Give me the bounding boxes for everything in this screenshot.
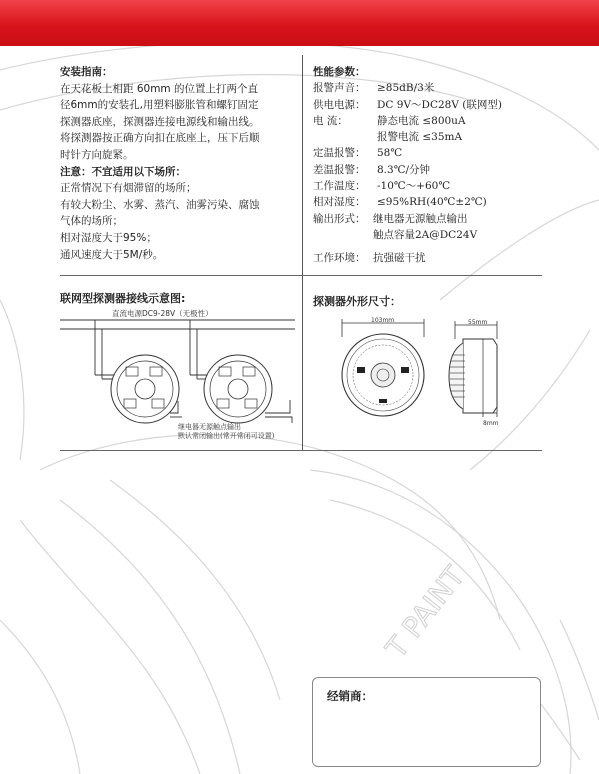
spec-label: 供电电源：: [313, 98, 366, 111]
spec-row: [313, 97, 553, 113]
spec-label: 差温报警：: [313, 163, 366, 176]
section-divider: [60, 450, 542, 451]
watermark: [380, 540, 560, 680]
spec-row: [313, 129, 553, 145]
spec-value: ≤95%RH(40℃±2℃): [377, 196, 487, 209]
notice-line: 正常情况下有烟滞留的场所；: [60, 182, 197, 195]
detector-side-view: [449, 339, 497, 413]
notice-line: 通风速度大于5M/秒。: [60, 248, 164, 261]
spec-row: [313, 227, 553, 243]
dimensions-title: 探测器外形尺寸：: [313, 295, 401, 308]
install-line: 径6mm的安装孔,用塑料膨胀管和螺钉固定: [60, 99, 259, 112]
detector-top-view: [342, 334, 424, 416]
spec-env-label: 工作环境：: [313, 252, 366, 265]
spec-label: 输出形式：: [313, 212, 366, 225]
spec-label: 电 流：: [313, 114, 348, 127]
spec-row: [313, 194, 553, 210]
spec-row: [313, 113, 553, 129]
spec-label: 相对湿度：: [313, 196, 366, 209]
install-line: 时针方向旋紧。: [60, 148, 134, 161]
notice-line: 气体的场所；: [60, 215, 123, 228]
install-line: 将探测器按正确方向扣在底座上，压下后顺: [60, 132, 260, 145]
spec-label: 报警声音：: [313, 82, 366, 95]
spec-value: 58℃: [377, 147, 403, 160]
top-banner: [0, 0, 599, 46]
dealer-label: 经销商：: [327, 689, 373, 703]
watermark-text: T PAINT: [380, 560, 472, 665]
spec-value: 静态电流 ≤800uA: [377, 114, 466, 127]
power-label: 直流电源DC9-28V（无极性）: [112, 309, 213, 318]
spec-env-value: 抗强磁干扰: [373, 252, 426, 265]
spec-label: 工作温度：: [313, 180, 366, 193]
column-divider: [302, 55, 303, 450]
detector-base-1: [111, 355, 179, 423]
spec-value: 8.3℃/分钟: [377, 163, 430, 176]
notice-line: 有较大粉尘、水雾、蒸汽、油雾污染、腐蚀: [60, 198, 260, 211]
install-section: [60, 64, 292, 263]
specs-title: 性能参数：: [313, 66, 366, 78]
output-note-2: 默认常闭输出(常开常闭可设置): [178, 432, 275, 440]
spec-row: [313, 162, 553, 178]
dealer-box: [312, 677, 541, 767]
spec-row: [313, 211, 553, 227]
dimension-drawing: [335, 315, 510, 430]
notice-title: 注意：不宜适用以下场所：: [60, 165, 186, 178]
spec-value: -10℃～+60℃: [377, 180, 451, 193]
spec-value: DC 9V～DC28V (联网型): [377, 98, 502, 111]
wiring-title: 联网型探测器接线示意图:: [60, 292, 186, 305]
output-note-1: 继电器无源触点输出: [178, 423, 241, 431]
spec-row: [313, 145, 553, 161]
diameter-label: 103mm: [371, 317, 395, 324]
height-label: 55mm: [468, 319, 488, 326]
offset-label: 8mm: [483, 420, 499, 427]
install-line: 探测器底座，探测器连接电源线和输出线。: [60, 115, 260, 128]
spec-value: ≥85dB/3米: [377, 82, 435, 95]
notice-line: 相对湿度大于95%；: [60, 231, 157, 244]
install-line: 在天花板上相距 60mm 的位置上打两个直: [60, 82, 258, 95]
detector-base-2: [204, 355, 272, 423]
spec-row: [313, 178, 553, 194]
spec-row: [313, 80, 553, 96]
spec-value: 继电器无源触点输出: [373, 212, 468, 225]
specs-section: [313, 64, 553, 267]
wiring-diagram: [60, 305, 300, 448]
spec-value: 报警电流 ≤35mA: [377, 131, 463, 144]
section-divider: [60, 275, 542, 276]
spec-value: 触点容量2A@DC24V: [373, 228, 478, 241]
install-title: 安装指南：: [60, 66, 113, 78]
spec-env-row: [313, 250, 553, 266]
spec-label: 定温报警：: [313, 147, 366, 160]
